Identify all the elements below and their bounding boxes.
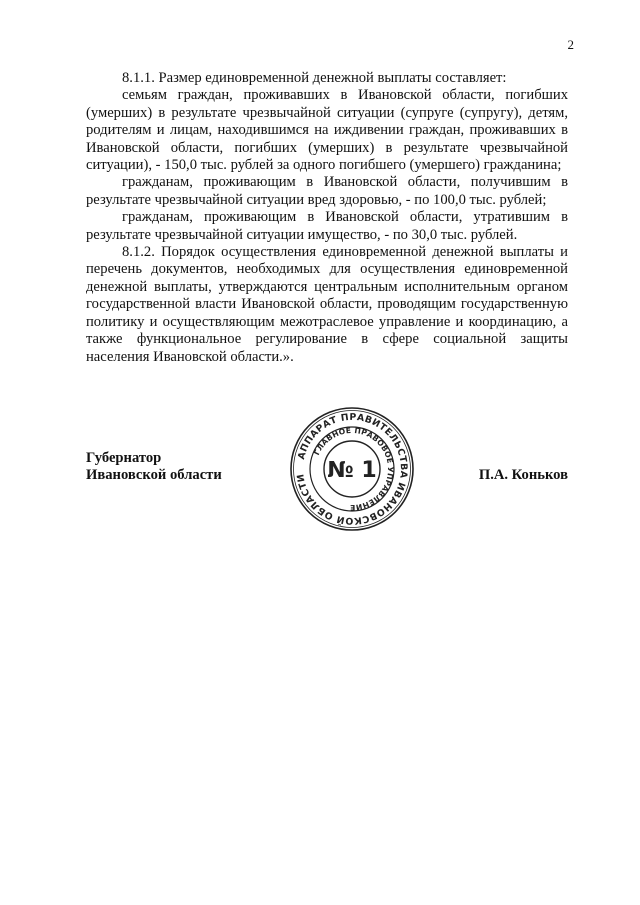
document-body — [86, 70, 568, 366]
paragraph-property-payment: гражданам, проживающим в Ивановской области, утратившим в результате чрезвычайной ситуации имущество, - по 30,0 тыс. рублей. — [86, 209, 568, 243]
stamp-outer-text-bottom: АППАРАТ — [295, 414, 339, 461]
stamp-number: № 1 — [327, 458, 377, 483]
page-number: 2 — [567, 37, 574, 52]
paragraph-8-1-1-heading: 8.1.1. Размер единовременной денежной выплаты составляет: — [122, 70, 507, 86]
stamp-inner-text: ГЛАВНОЕ ПРАВОВОЕ УПРАВЛЕНИЕ — [312, 425, 396, 513]
signatory-title — [86, 450, 222, 485]
official-stamp — [288, 405, 416, 533]
paragraph-health-payment: гражданам, проживающим в Ивановской области, получившим в результате чрезвычайной ситуации вред здоровью, - по 100,0 тыс. рублей; — [86, 174, 568, 208]
stamp-outer-text-main: ПРАВИТЕЛЬСТВА ИВАНОВСКОЙ ОБЛАСТИ — [295, 411, 410, 527]
signatory-name: П.А. Коньков — [478, 467, 568, 484]
signatory-title-line2: Ивановской области — [86, 467, 222, 484]
signatory-title-line1: Губернатор — [86, 450, 162, 466]
paragraph-8-1-2-procedure: 8.1.2. Порядок осуществления единовременной денежной выплаты и перечень документов, необходимых для осуществления единовременной денежной выплаты, утверждаются центральным исполнительным органом государственной власти Ивановской области, проводящим государственную политику и осуществляющим межотраслевое управление и координацию, а также функциональное регулирование в сфере социальной защиты населения Ивановской области.». — [86, 244, 568, 365]
paragraph-families-payment: семьям граждан, проживавших в Ивановской области, погибших (умерших) в результате чрезвычайной ситуации (супруге (супругу), детям, родителям и лицам, находившимся на иждивении граждан, проживавших в Ивановской области, погибших (умерших) в результате чрезвычайной ситуации), - 150,0 тыс. рублей за одного погибшего (умершего) гражданина; — [86, 87, 568, 174]
